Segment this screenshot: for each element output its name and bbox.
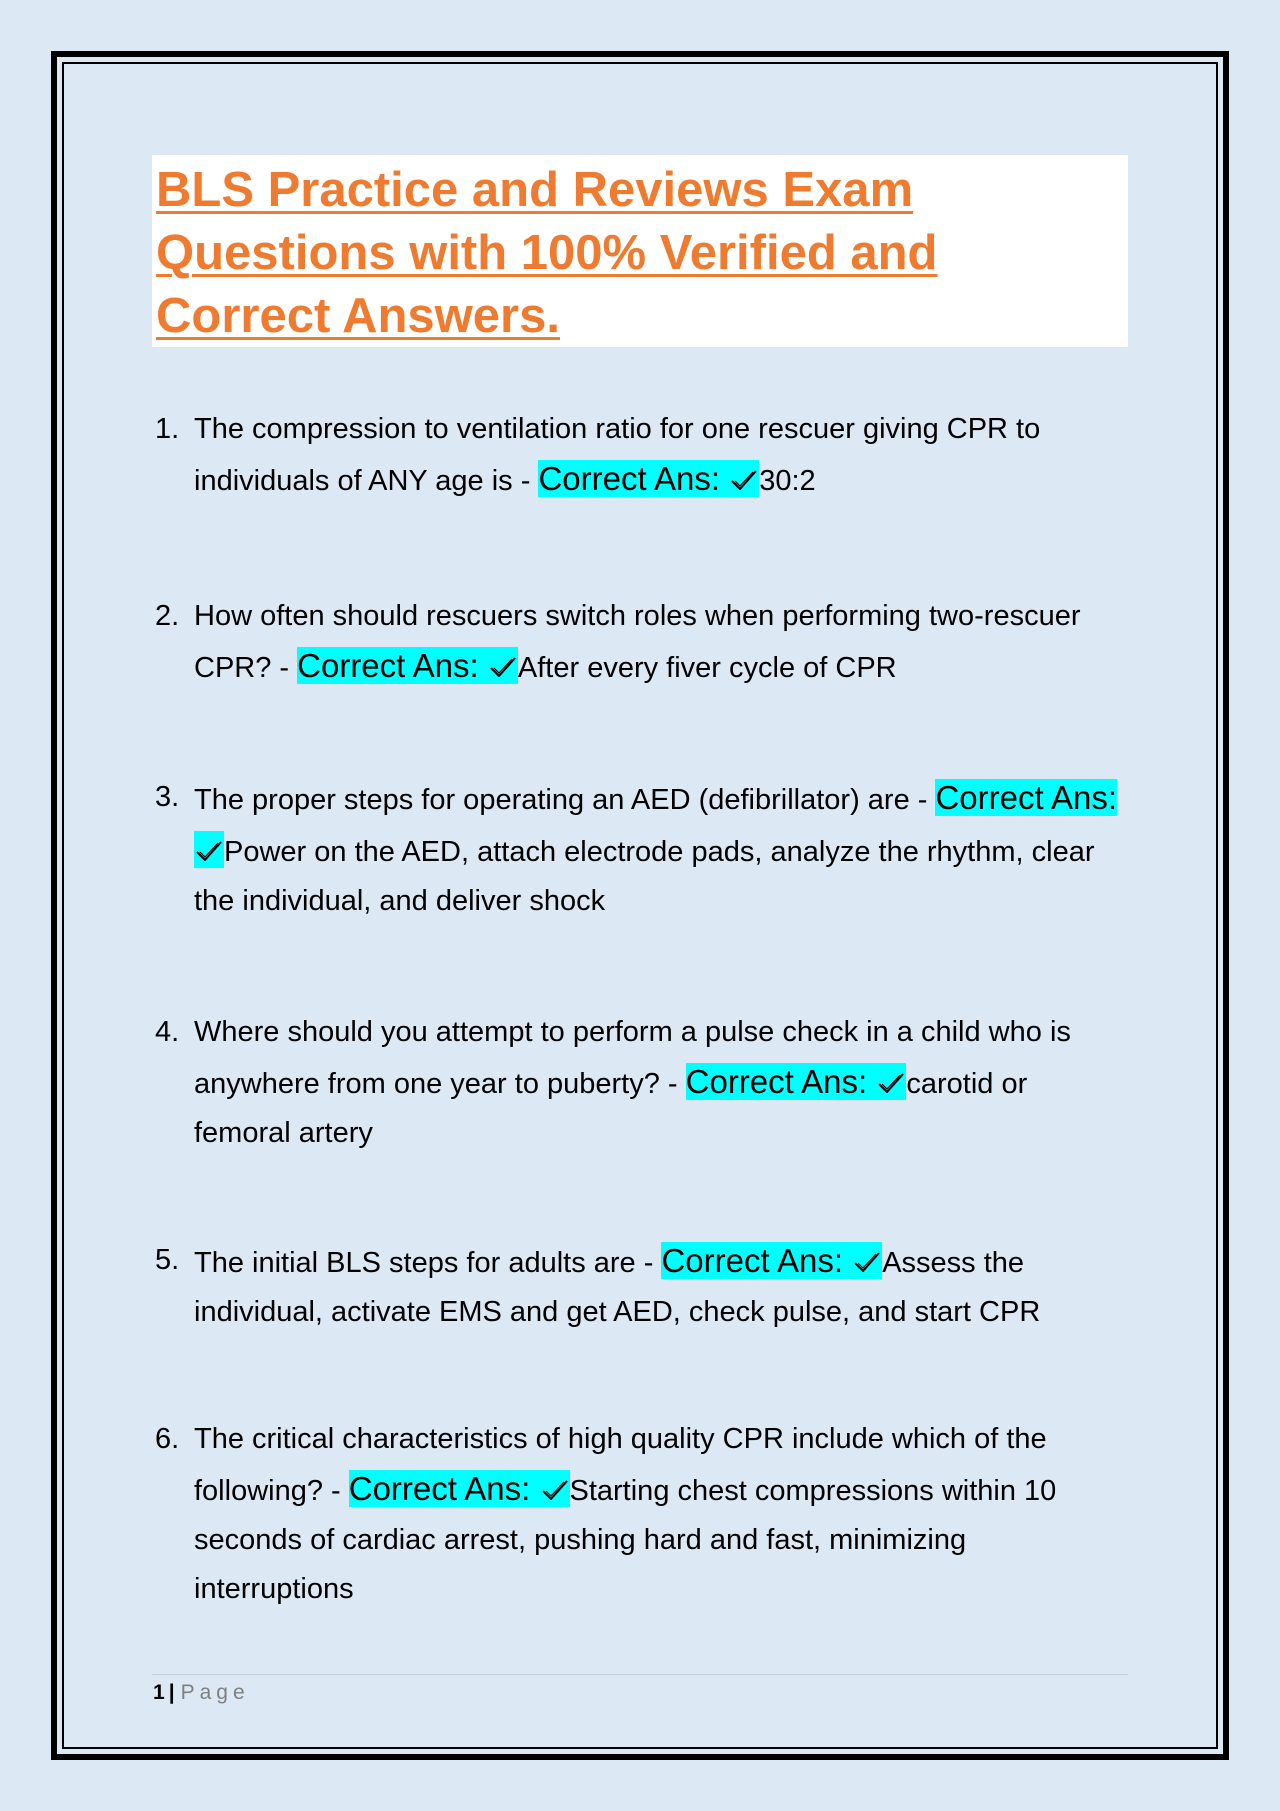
question-item-2: [150, 592, 1130, 693]
answer-text: carotid or femoral artery: [194, 1068, 1028, 1149]
title-box: [152, 155, 1128, 347]
question-text: The compression to ventilation ratio for one rescuer giving CPR to individuals of ANY age is -: [194, 413, 1041, 497]
question-text: How often should rescuers switch roles when performing two-rescuer CPR? -: [194, 600, 1081, 684]
page-label: Page: [180, 1681, 250, 1704]
answer-tag-label: Correct Ans:: [297, 647, 479, 684]
question-item-1: [150, 405, 1130, 506]
footer-divider: [152, 1674, 1128, 1675]
question-number: 2.: [155, 600, 180, 632]
question-number: 1.: [155, 413, 180, 445]
check-mark-icon: [194, 838, 224, 864]
question-number: 5.: [155, 1244, 180, 1276]
document-title: BLS Practice and Reviews Exam Questions with 100% Verified and Correct Answers.: [156, 163, 938, 343]
correct-answer-tag: [538, 460, 759, 497]
check-mark-icon: [540, 1477, 570, 1503]
question-text: The proper steps for operating an AED (defibrillator) are -: [194, 784, 936, 816]
question-item-3: [150, 773, 1130, 926]
answer-tag-label: Correct Ans:: [935, 779, 1118, 816]
answer-text: 30:2: [759, 465, 816, 497]
answer-text: Starting chest compressions within 10 seconds of cardiac arrest, pushing hard and fast, minimizing interruptions: [194, 1475, 1057, 1605]
check-mark-icon: [852, 1249, 882, 1275]
page-footer: [153, 1681, 250, 1705]
answer-text: Power on the AED, attach electrode pads, analyze the rhythm, clear the individual, and deliver shock: [194, 836, 1095, 917]
answer-text: After every fiver cycle of CPR: [517, 652, 897, 684]
correct-answer-tag: [297, 647, 518, 684]
answer-tag-label: Correct Ans:: [661, 1242, 844, 1279]
question-item-5: [150, 1236, 1130, 1337]
question-item-4: [150, 1008, 1130, 1158]
check-mark-icon: [488, 654, 518, 680]
question-number: 3.: [155, 781, 180, 813]
question-text: Where should you attempt to perform a pulse check in a child who is anywhere from one year to puberty? -: [194, 1016, 1071, 1100]
page-number: 1: [153, 1681, 165, 1704]
footer-separator: |: [168, 1681, 175, 1704]
answer-tag-label: Correct Ans:: [538, 460, 721, 497]
question-number: 6.: [155, 1423, 180, 1455]
correct-answer-tag: [661, 1242, 882, 1279]
check-mark-icon: [729, 467, 759, 493]
answer-tag-label: Correct Ans:: [348, 1470, 531, 1507]
correct-answer-tag: [349, 1470, 570, 1507]
question-list: [150, 405, 1130, 1614]
question-text: The initial BLS steps for adults are -: [194, 1247, 662, 1279]
question-text: The critical characteristics of high quality CPR include which of the following? -: [194, 1423, 1047, 1507]
check-mark-icon: [876, 1070, 906, 1096]
correct-answer-tag: [686, 1063, 907, 1100]
answer-tag-label: Correct Ans:: [685, 1063, 868, 1100]
question-item-6: [150, 1415, 1130, 1614]
question-number: 4.: [155, 1016, 180, 1048]
answer-text: Assess the individual, activate EMS and get AED, check pulse, and start CPR: [194, 1247, 1041, 1328]
